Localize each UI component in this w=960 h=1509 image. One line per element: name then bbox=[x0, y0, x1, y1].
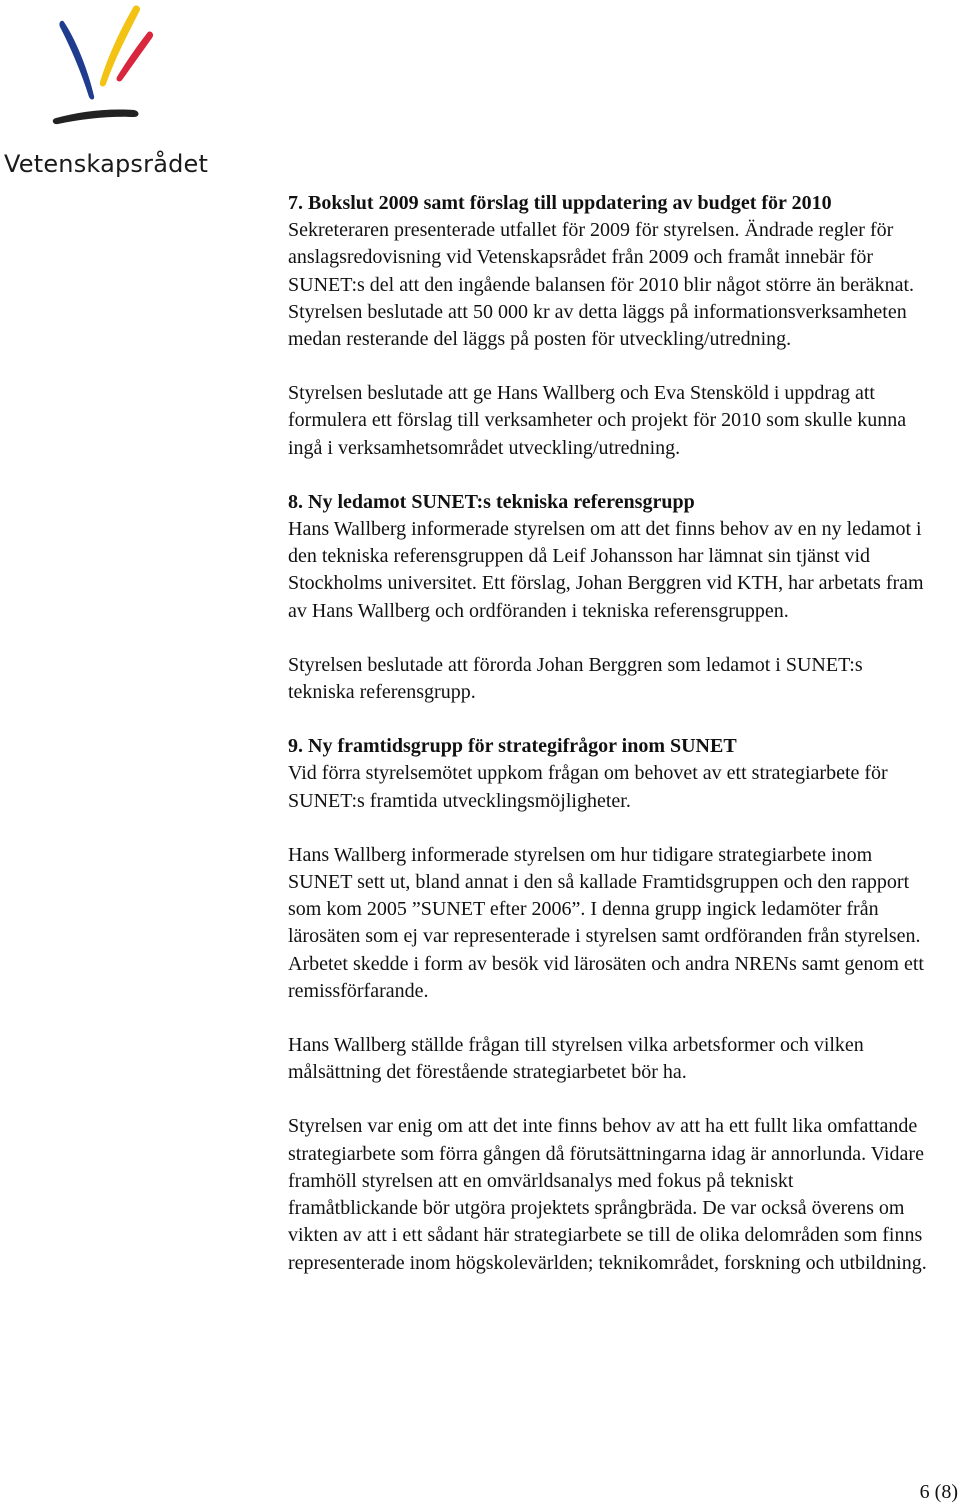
paragraph: Vid förra styrelsemötet uppkom frågan om behovet av ett strategiarbete för SUNET:s framtida utvecklingsmöjligheter. bbox=[288, 762, 888, 812]
paragraph: Sekreteraren presenterade utfallet för 2009 för styrelsen. Ändrade regler för anslagsredovisning vid Vetenskapsrådet från 2009 och framåt innebär för SUNET:s del att den ingående balansen för 2010 blir något större än beräknat. Styrelsen beslutade att 50 000 kr av detta läggs på informationsverksamheten medan resterande del läggs på posten för utveckling/utredning. bbox=[288, 219, 915, 351]
section-9 bbox=[288, 733, 928, 1276]
section-7 bbox=[288, 190, 928, 462]
document-body bbox=[288, 190, 928, 1304]
section-heading: 8. Ny ledamot SUNET:s tekniska referensgrupp bbox=[288, 490, 695, 513]
paragraph: Styrelsen beslutade att förorda Johan Berggren som ledamot i SUNET:s tekniska referensgrupp. bbox=[288, 653, 863, 704]
paragraph: Styrelsen var enig om att det inte finns behov av att ha ett fullt lika omfattande strategiarbete som förra gången då förutsättningarna idag är annorlunda. Vidare framhöll styrelsen att en omvärldsanalys med fokus på tekniskt framåtblickande bör utgöra projektets språngbräda. De var också överens om vikten av att i ett sådant här strategiarbete se till de olika delområden som finns representerade inom högskolevärlden; teknikområdet, forskning och utbildning. bbox=[288, 1115, 927, 1274]
logo-brushstrokes-icon bbox=[48, 0, 158, 130]
paragraph: Hans Wallberg informerade styrelsen om hur tidigare strategiarbete inom SUNET sett ut, bland annat i den så kallade Framtidsgruppen och den rapport som kom 2005 ”SUNET efter 2006”. I denna grupp ingick ledamöter från lärosäten som ej var representerade i styrelsen samt ordföranden från styrelsen. Arbetet skedde i form av besök vid lärosäten och andra NRENs samt genom ett remissförfarande. bbox=[288, 843, 924, 1002]
section-heading: 7. Bokslut 2009 samt förslag till uppdatering av budget för 2010 bbox=[288, 192, 832, 214]
page-number: 6 (8) bbox=[919, 1481, 958, 1503]
paragraph: Styrelsen beslutade att ge Hans Wallberg och Eva Stensköld i uppdrag att formulera ett förslag till verksamheter och projekt för 2010 som skulle kunna ingå i verksamhetsområdet utveckling/utredning. bbox=[288, 382, 907, 459]
vetenskapsradet-logo bbox=[0, 0, 209, 185]
paragraph: Hans Wallberg ställde frågan till styrelsen vilka arbetsformer och vilken målsättning det förestående strategiarbetet bör ha. bbox=[288, 1034, 864, 1084]
paragraph: Hans Wallberg informerade styrelsen om att det finns behov av en ny ledamot i den tekniska referensgruppen då Leif Johansson har lämnat sin tjänst vid Stockholms universitet. Ett förslag, Johan Berggren vid KTH, har arbetats fram av Hans Wallberg och ordföranden i tekniska referensgruppen. bbox=[288, 518, 924, 622]
section-8 bbox=[288, 489, 928, 706]
logo-wordmark: Vetenskapsrådet bbox=[4, 150, 209, 178]
section-heading: 9. Ny framtidsgrupp för strategifrågor inom SUNET bbox=[288, 735, 737, 758]
